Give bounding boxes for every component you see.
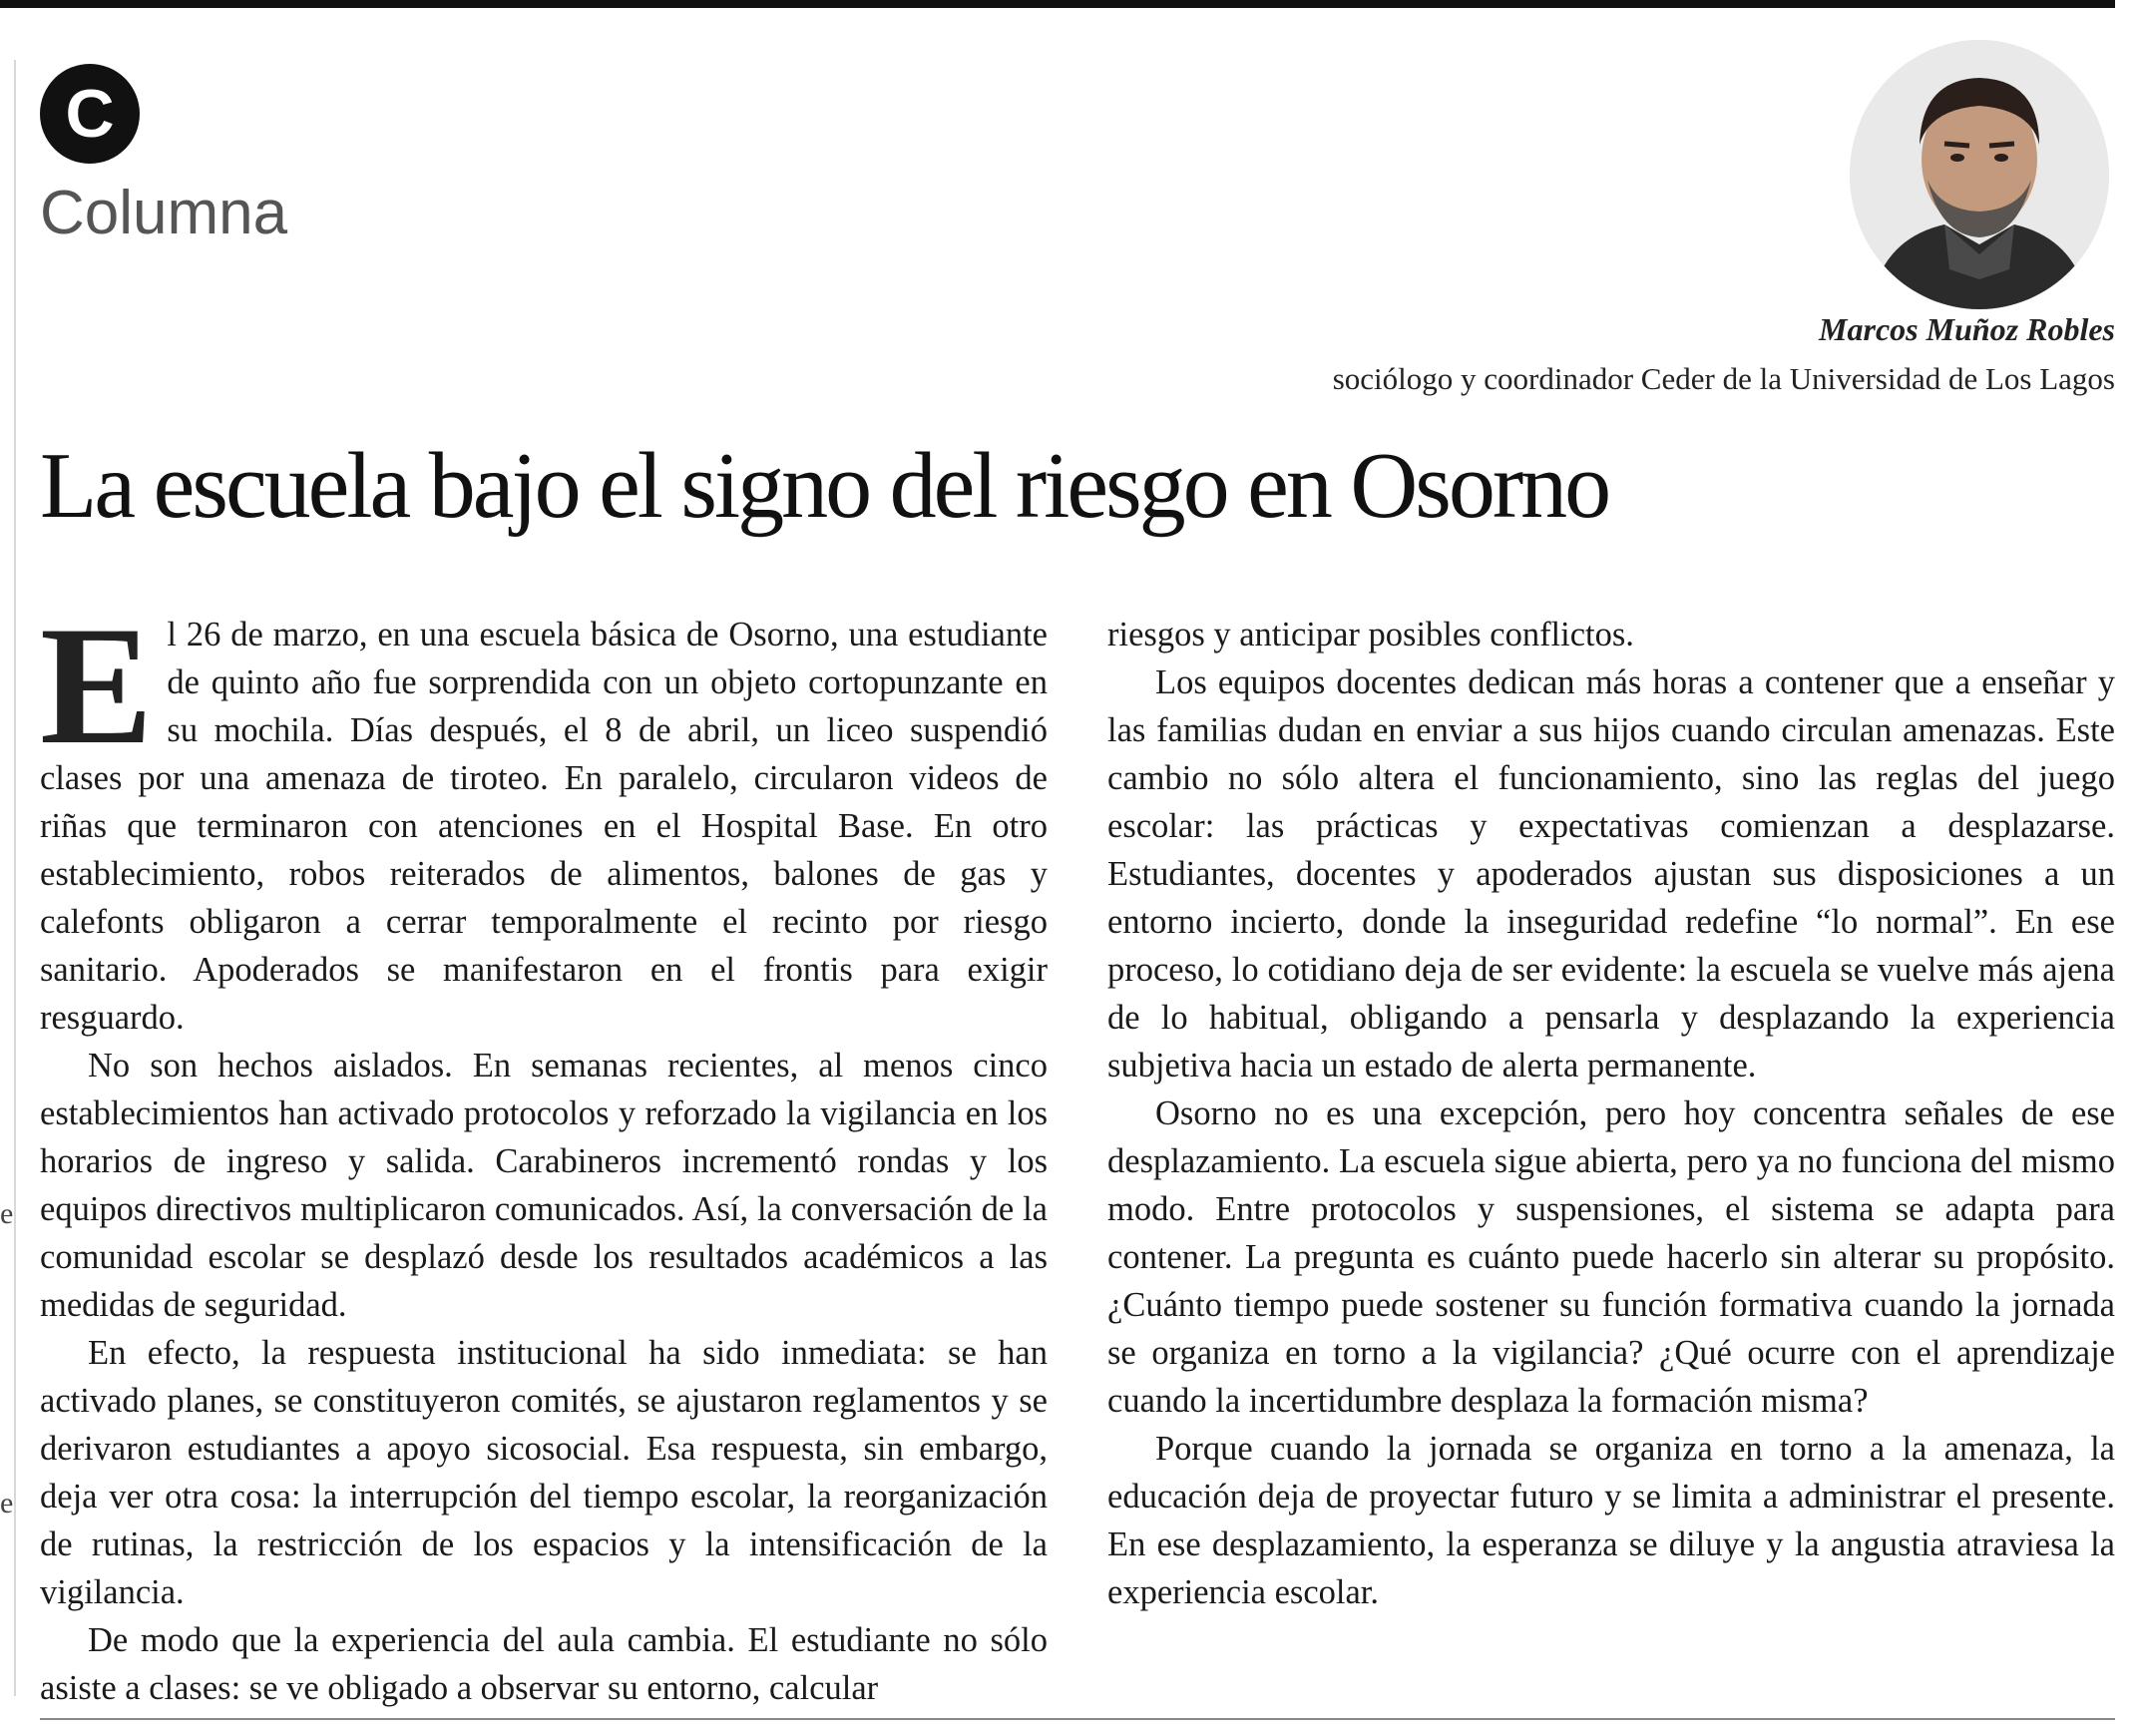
author-name: Marcos Muñoz Robles <box>1819 311 2115 347</box>
article-column-2 <box>1107 611 2115 1616</box>
article-paragraph: En efecto, la respuesta institucional ha sido inmediata: se han activado planes, se constituyeron comités, se ajustaron reglamentos y se derivaron estudiantes a apoyo sicosocial. Esa respuesta, sin embargo, deja ver otra cosa: la interrupción del tiempo escolar, la reorganización de rutinas, la restricción de los espacios y la intensificación de la vigilancia. <box>40 1334 1048 1611</box>
article-paragraph: Los equipos docentes dedican más horas a contener que a enseñar y las familias dudan en enviar a sus hijos cuando circulan amenazas. Este cambio no sólo altera el funcionamiento, sino las reglas del juego escolar: las prácticas y expectativas comienzan a desplazarse. Estudiantes, docentes y apoderados ajustan sus disposiciones a un entorno incierto, donde la inseguridad redefine “lo normal”. En ese proceso, lo cotidiano deja de ser evidente: la escuela se vuelve más ajena de lo habitual, obligando a pensarla y desplazando la experiencia subjetiva hacia un estado de alerta permanente. <box>1107 663 2115 1085</box>
author-photo <box>1850 40 2109 309</box>
article-paragraph: De modo que la experiencia del aula cambia. El estudiante no sólo asiste a clases: se ve obligado a observar su entorno, calcular <box>40 1621 1048 1707</box>
edge-letter: e <box>0 1197 14 1230</box>
article-column-1 <box>40 592 1048 1712</box>
article-headline: La escuela bajo el signo del riesgo en Osorno <box>40 434 1609 538</box>
article-paragraph: Porque cuando la jornada se organiza en torno a la amenaza, la educación deja de proyectar futuro y se limita a administrar el presente. En ese desplazamiento, la esperanza se diluye y la angustia atraviesa la experiencia escolar. <box>1107 1430 2115 1611</box>
article-paragraph: No son hechos aislados. En semanas recientes, al menos cinco establecimientos han activado protocolos y reforzado la vigilancia en los horarios de ingreso y salida. Carabineros incrementó rondas y los equipos directivos multiplicaron comunicados. Así, la conversación de la comunidad escolar se desplazó desde los resultados académicos a las medidas de seguridad. <box>40 1047 1048 1324</box>
section-label: Columna <box>40 179 288 247</box>
author-portrait-icon <box>1850 40 2109 309</box>
drop-cap: E <box>40 592 154 779</box>
article-paragraph: Osorno no es una excepción, pero hoy concentra señales de ese desplazamiento. La escuela sigue abierta, pero ya no funciona del mismo modo. Entre protocolos y suspensiones, el sistema se adapta para contener. La pregunta es cuánto puede hacerlo sin alterar su propósito. ¿Cuánto tiempo puede sostener su función formativa cuando la jornada se organiza en torno a la vigilancia? ¿Qué ocurre con el aprendizaje cuando la incertidumbre desplaza la formación misma? <box>1107 1094 2115 1420</box>
top-rule <box>0 0 2115 8</box>
bottom-rule <box>40 1718 2115 1720</box>
article-paragraph: El 26 de marzo, en una escuela básica de Osorno, una estudiante de quinto año fue sorprendida con un objeto cortopunzante en su mochila. Días después, el 8 de abril, un liceo suspendió clases por una amenaza de tiroteo. En paralelo, circularon videos de riñas que terminaron con atenciones en el Hospital Base. En otro establecimiento, robos reiterados de alimentos, balones de gas y calefonts obligaron a cerrar temporalmente el recinto por riesgo sanitario. Apoderados se manifestaron en el frontis para exigir resguardo. <box>40 592 1048 1037</box>
left-margin-line <box>14 60 16 1696</box>
article-paragraph: riesgos y anticipar posibles conflictos. <box>1107 616 1634 653</box>
edge-letter: e <box>0 1487 14 1519</box>
section-badge: C <box>40 64 140 164</box>
author-role: sociólogo y coordinador Ceder de la Universidad de Los Lagos <box>1332 361 2115 396</box>
